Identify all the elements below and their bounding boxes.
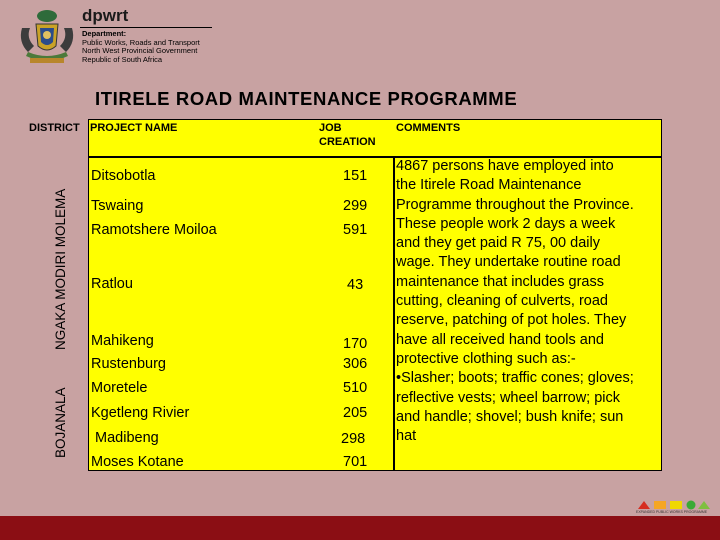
job-count: 701 — [343, 454, 368, 470]
job-count: 299 — [343, 198, 368, 214]
project-name: Ditsobotla — [91, 168, 156, 184]
job-count: 170 — [343, 336, 368, 352]
org-line: North West Provincial Government — [82, 46, 198, 56]
comment-line: These people work 2 days a week — [396, 215, 616, 232]
comment-line: Programme throughout the Province. — [396, 196, 634, 213]
district-label-bojanala: BOJANALA — [53, 387, 68, 458]
comment-line: cutting, cleaning of culverts, road — [396, 293, 608, 310]
header-project-name: PROJECT NAME — [90, 122, 178, 134]
comment-line: hat — [396, 428, 417, 445]
comment-line: have all received hand tools and — [396, 331, 604, 348]
header-district: DISTRICT — [29, 122, 80, 134]
org-line: Public Works, Roads and Transport — [82, 37, 200, 47]
job-count: 306 — [343, 356, 368, 372]
comment-line: reserve, patching of pot holes. They — [396, 312, 627, 329]
project-name: Ramotshere Moiloa — [91, 222, 217, 238]
bottom-bar — [0, 516, 720, 540]
org-line: Department: — [82, 29, 127, 38]
job-count: 151 — [343, 168, 368, 184]
comment-line: the Itirele Road Maintenance — [396, 177, 582, 194]
job-count: 205 — [343, 405, 368, 421]
org-details — [82, 30, 200, 64]
page-title: ITIRELE ROAD MAINTENANCE PROGRAMME — [95, 88, 518, 109]
comments-text — [396, 157, 662, 446]
comment-line: protective clothing such as:- — [396, 350, 576, 367]
org-line: Republic of South Africa — [82, 54, 163, 64]
org-name: dpwrt — [82, 6, 129, 25]
project-name: Rustenburg — [91, 356, 166, 372]
comment-line: reflective vests; wheel barrow; pick — [396, 389, 621, 406]
header-comments: COMMENTS — [396, 122, 461, 134]
project-name: Moretele — [91, 380, 148, 396]
comment-line: and handle; shovel; bush knife; sun — [396, 408, 624, 425]
project-name: Madibeng — [91, 430, 159, 446]
org-divider — [80, 27, 212, 28]
project-name: Moses Kotane — [91, 454, 184, 470]
header-job-creation: JOB CREATION — [319, 122, 376, 148]
coat-of-arms-logo — [16, 8, 78, 66]
comment-line: 4867 persons have employed into — [396, 158, 614, 174]
comment-line: •Slasher; boots; traffic cones; gloves; — [396, 370, 634, 387]
job-count: 298 — [341, 431, 366, 447]
project-name: Kgetleng Rivier — [91, 405, 190, 421]
project-name: Ratlou — [91, 276, 133, 292]
job-count: 510 — [343, 380, 368, 396]
epwp-caption: EXPANDED PUBLIC WORKS PROGRAMME — [636, 510, 708, 514]
comment-line: wage. They undertake routine road — [396, 254, 621, 271]
job-count: 591 — [343, 222, 368, 238]
project-name: Mahikeng — [91, 333, 154, 349]
comment-line: maintenance that includes grass — [396, 273, 604, 290]
project-name: Tswaing — [91, 198, 144, 214]
job-count: 43 — [347, 277, 364, 293]
comment-line: and they get paid R 75, 00 daily — [396, 235, 600, 252]
district-label-ngaka-modiri-molema: NGAKA MODIRI MOLEMA — [53, 188, 68, 350]
